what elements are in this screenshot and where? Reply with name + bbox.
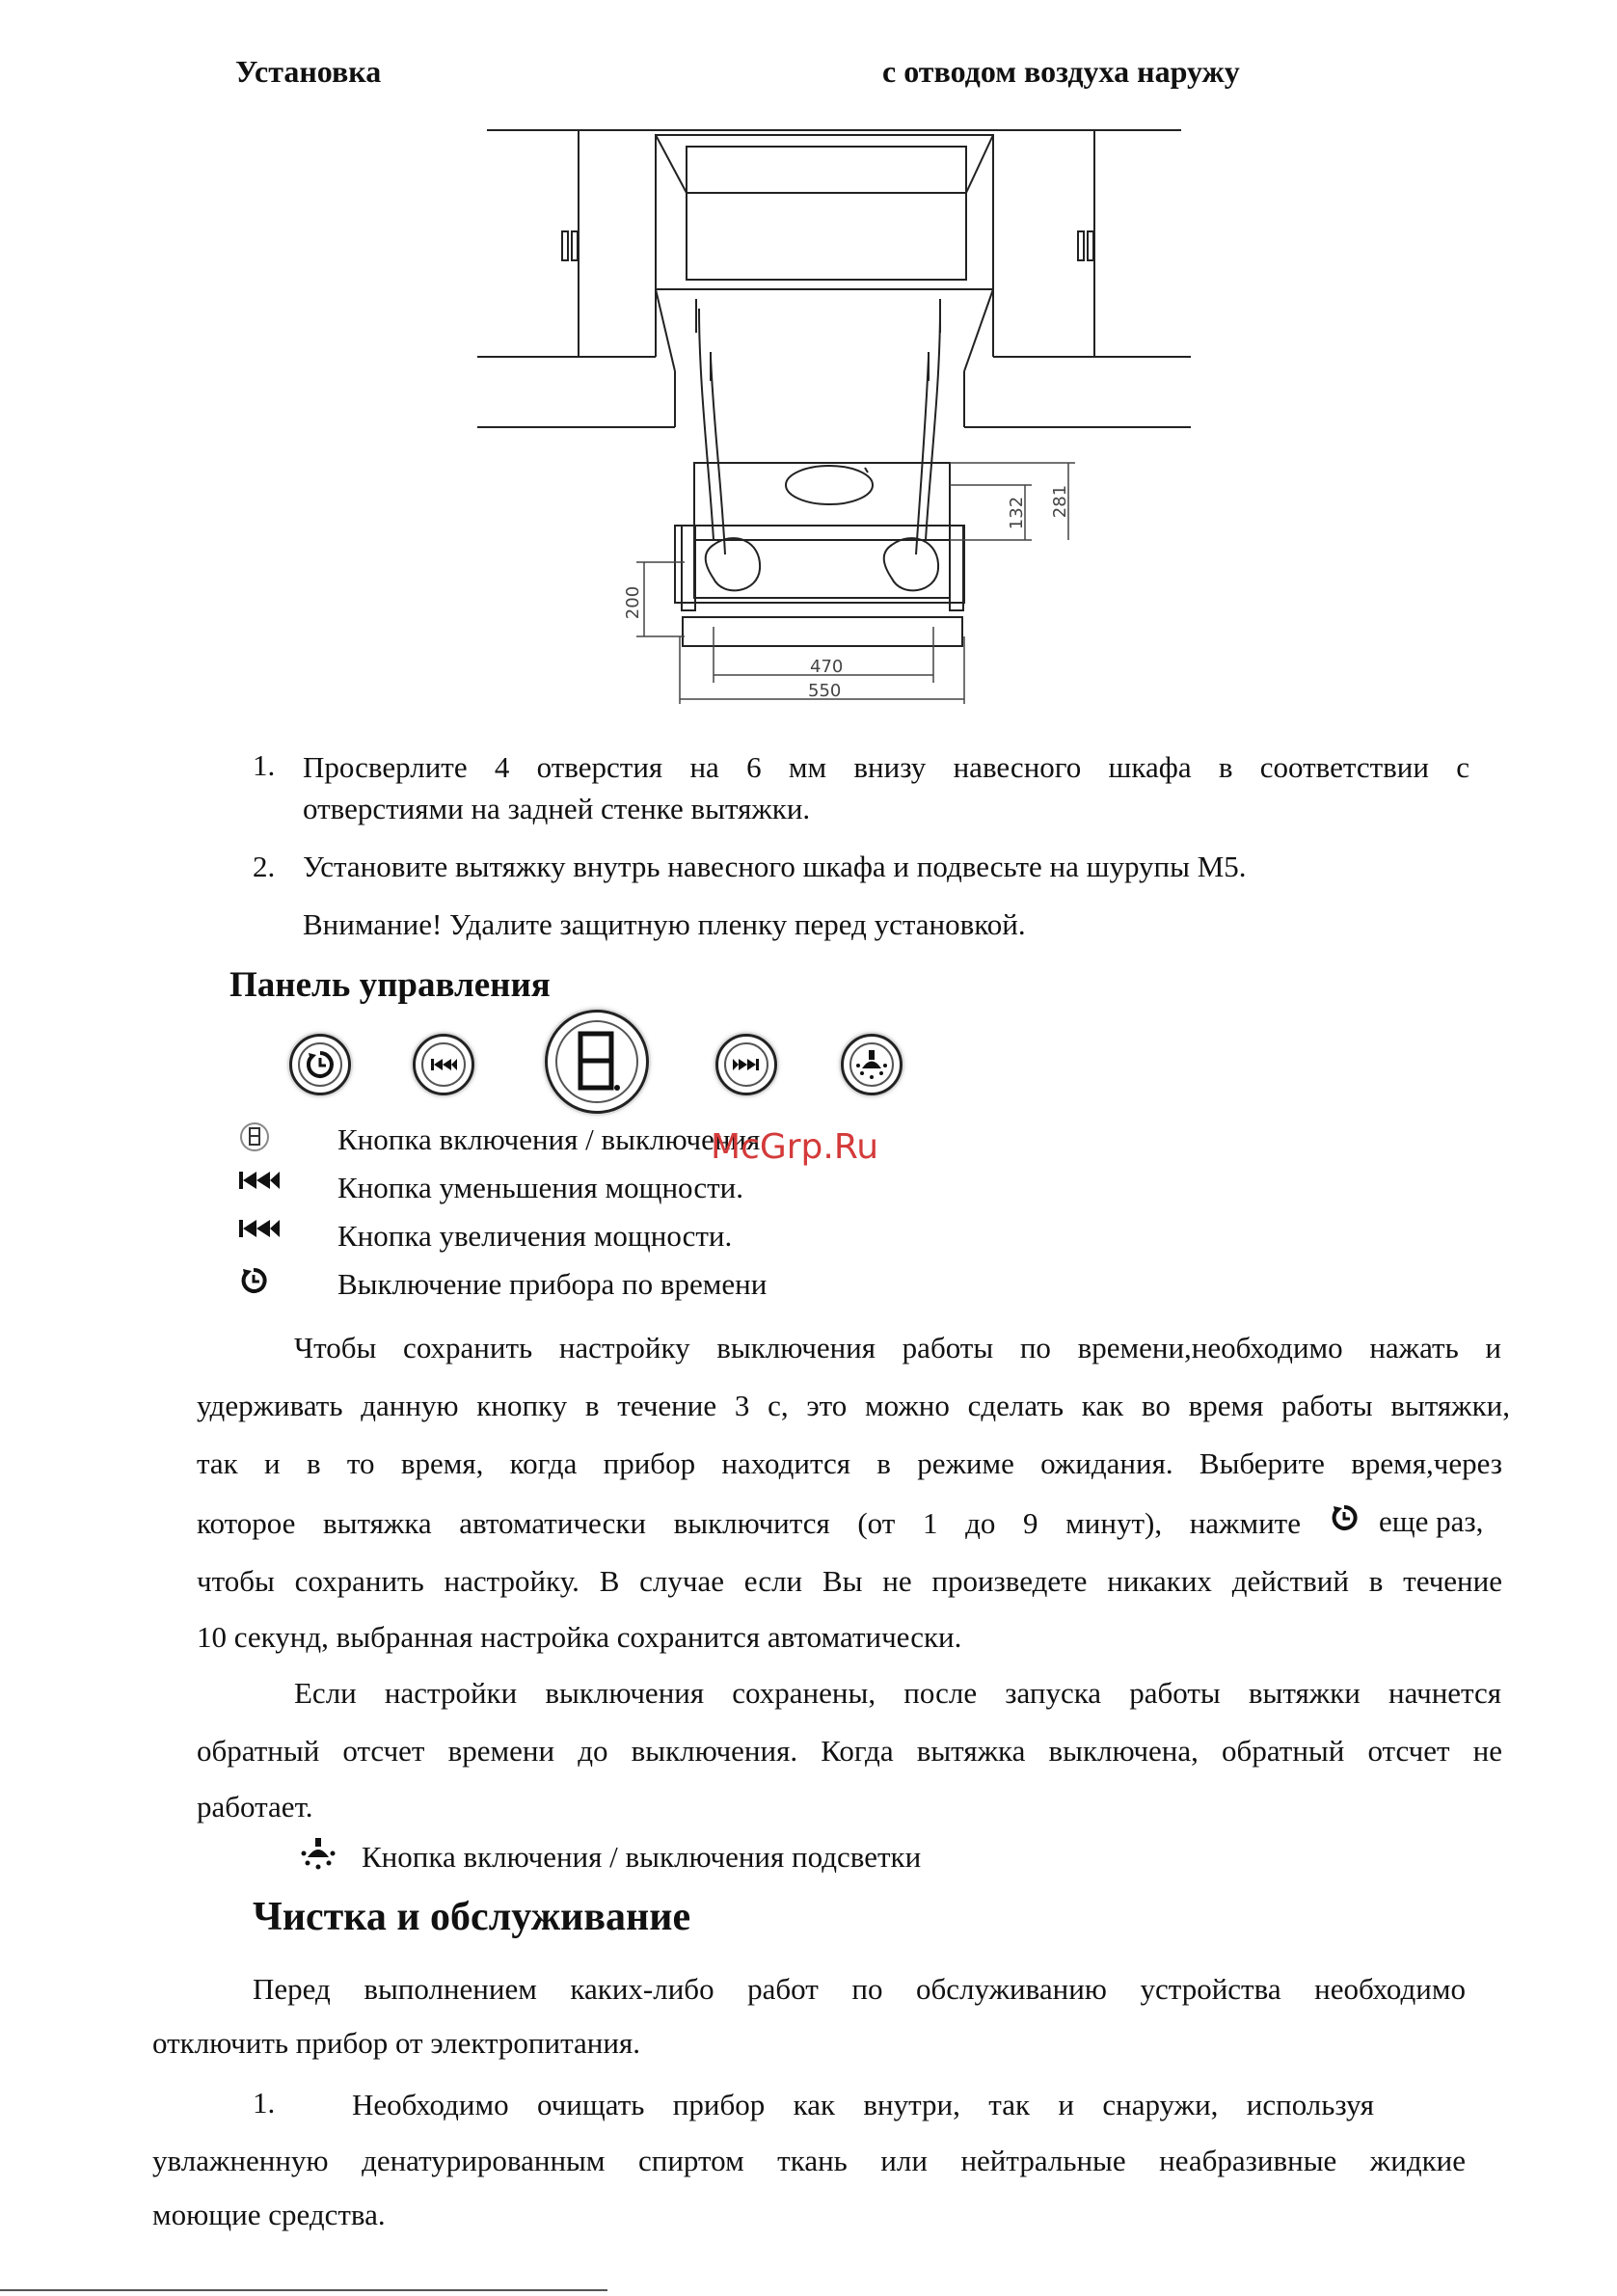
rewind-icon bbox=[237, 1217, 282, 1240]
rewind-icon bbox=[416, 1037, 472, 1093]
power-display-button[interactable] bbox=[545, 1010, 649, 1114]
step-1-line-2: отверстиями на задней стенке вытяжки. bbox=[303, 792, 811, 825]
cleaning-item-1-line-2: увлажненную денатурированным спиртом ткань или нейтральные неабразивные жидкие bbox=[152, 2144, 1466, 2177]
timer-text-line-4-end: еще раз, bbox=[1379, 1504, 1484, 1538]
step-1-line-1: Просверлите 4 отверстия на 6 мм внизу навесного шкафа в соответствии с bbox=[303, 750, 1469, 784]
section-title-installation: Установка bbox=[235, 54, 382, 89]
light-button[interactable] bbox=[841, 1034, 903, 1095]
step-2-number: 2. bbox=[253, 850, 276, 883]
step-2-line-1: Установите вытяжку внутрь навесного шкафа и подвесьте на шурупы М5. bbox=[303, 850, 1247, 883]
decrease-power-button[interactable] bbox=[413, 1034, 474, 1095]
timer-text-line-5: чтобы сохранить настройку. В случае если Вы не произведете никаких действий в течение bbox=[197, 1564, 1502, 1598]
increase-power-button[interactable] bbox=[715, 1034, 777, 1095]
timer-icon bbox=[237, 1263, 270, 1296]
dim-281: 281 bbox=[1050, 484, 1070, 519]
cleaning-item-1-number: 1. bbox=[253, 2086, 276, 2120]
countdown-text-line-3: работает. bbox=[197, 1790, 313, 1823]
step-1-number: 1. bbox=[253, 748, 276, 782]
installation-diagram bbox=[463, 116, 1196, 704]
cleaning-item-1-line-1: Необходимо очищать прибор как внутри, так и снаружи, используя bbox=[352, 2088, 1374, 2121]
control-panel-title: Панель управления bbox=[229, 965, 551, 1005]
timer-text-line-6: 10 секунд, выбранная настройка сохранится автоматически. bbox=[197, 1620, 962, 1654]
countdown-text-line-1: Если настройки выключения сохранены, после запуска работы вытяжки начнется bbox=[294, 1676, 1501, 1710]
rewind-icon bbox=[237, 1169, 282, 1192]
legend-light-text: Кнопка включения / выключения подсветки bbox=[362, 1840, 922, 1874]
watermark: McGrp.Ru bbox=[711, 1127, 879, 1167]
timer-icon bbox=[292, 1037, 348, 1093]
legend-increase-text: Кнопка увеличения мощности. bbox=[337, 1219, 733, 1253]
cleaning-item-1-line-3: моющие средства. bbox=[152, 2198, 386, 2231]
countdown-text-line-2: обратный отсчет времени до выключения. Когда вытяжка выключена, обратный отсчет не bbox=[197, 1734, 1502, 1768]
footer-rule bbox=[0, 2289, 607, 2291]
cleaning-text-line-2: отключить прибор от электропитания. bbox=[152, 2026, 640, 2060]
timer-text-line-1: Чтобы сохранить настройку выключения работы по времени,необходимо нажать и bbox=[294, 1331, 1501, 1364]
section-subtitle-air-outlet: с отводом воздуха наружу bbox=[882, 54, 1240, 89]
dim-550: 550 bbox=[808, 681, 842, 701]
legend-timer-text: Выключение прибора по времени bbox=[337, 1267, 768, 1301]
dim-132: 132 bbox=[1007, 496, 1027, 530]
light-icon bbox=[844, 1037, 900, 1093]
timer-text-line-2: удерживать данную кнопку в течение 3 с, это можно сделать как во время работы вытяжки, bbox=[197, 1389, 1510, 1422]
dim-200: 200 bbox=[623, 585, 643, 620]
timer-button[interactable] bbox=[289, 1034, 351, 1095]
legend-decrease-text: Кнопка уменьшения мощности. bbox=[337, 1171, 743, 1204]
dim-470: 470 bbox=[810, 657, 844, 677]
cleaning-text-line-1: Перед выполнением каких-либо работ по обслуживанию устройства необходимо bbox=[253, 1972, 1466, 2006]
light-icon bbox=[301, 1836, 336, 1871]
timer-icon bbox=[1328, 1500, 1361, 1533]
timer-text-line-3: так и в то время, когда прибор находится в режиме ожидания. Выберите время,через bbox=[197, 1446, 1502, 1480]
warning-text: Внимание! Удалите защитную пленку перед установкой. bbox=[303, 907, 1026, 941]
cleaning-title: Чистка и обслуживание bbox=[253, 1895, 691, 1939]
legend-power-text: Кнопка включения / выключения bbox=[337, 1122, 761, 1156]
power-digit-icon bbox=[238, 1121, 271, 1153]
forward-icon bbox=[718, 1037, 774, 1093]
digit-display-icon bbox=[548, 1013, 646, 1111]
timer-text-line-4: которое вытяжка автоматически выключится (от 1 до 9 минут), нажмите bbox=[197, 1506, 1301, 1540]
